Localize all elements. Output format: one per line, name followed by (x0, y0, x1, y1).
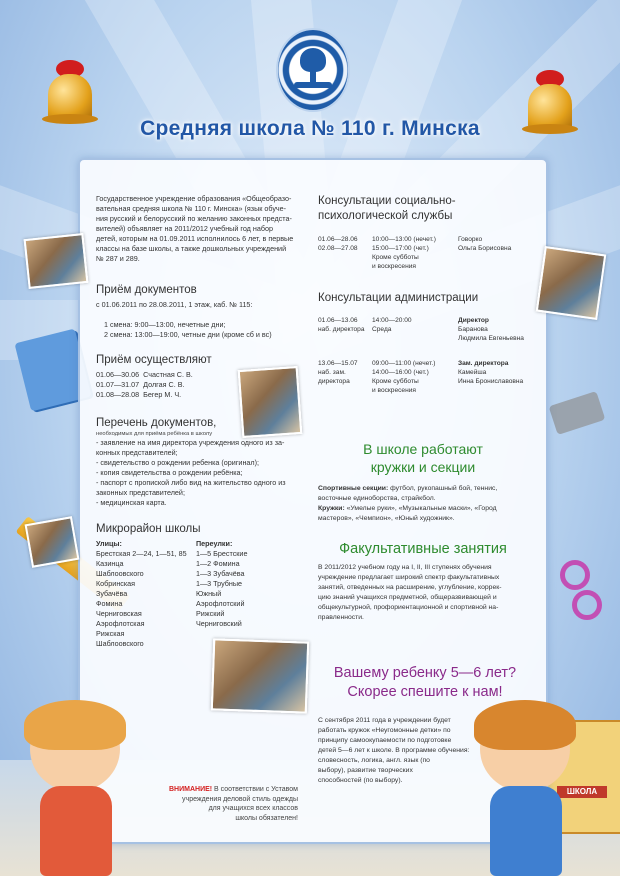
admission-title: Приём документов (96, 284, 197, 296)
photo-children-3 (211, 638, 309, 713)
photo-children-4 (25, 516, 80, 568)
documents-subtitle: необходимых для приёма ребёнка в школу (96, 431, 213, 437)
photo-children-1 (24, 233, 89, 289)
dress-code-warning: ВНИМАНИЕ! В соответствии с Уставом учреждения деловой стиль одежды для учащихся всех классов школы обязателен! (168, 786, 298, 822)
district-lanes: Переулки: 1—5 Брестские 1—2 Фомина 1—3 Зубачёва 1—3 Трубные Южный Аэрофлотский Рижский Черниговский (196, 539, 248, 628)
girl-with-bell-illustration (0, 706, 150, 876)
social-person: Говорко Ольга Борисовна (458, 236, 512, 252)
receivers-title: Приём осуществляют (96, 354, 212, 366)
clubs-text: Спортивные секции: футбол, рукопашный бой, теннис, восточные единоборства, страйкбол. Кружки: «Умелые руки», «Музыкальные маски», «Город мастеров», «Чемпион», «Юный художник». (318, 485, 498, 522)
admin-block2-person: Зам. директора Камейша Инна Брониславовна (458, 360, 524, 385)
school-sign: ШКОЛА (557, 786, 607, 798)
boy-with-flowers-illustration (450, 706, 600, 876)
admission-text: с 01.06.2011 по 28.08.2011, 1 этаж, каб. № 115: 1 смена: 9:00—13:00, нечетные дни; 2 смена: 13:00—19:00, четные дни (кроме сб и вс) (96, 300, 272, 339)
documents-list: - заявление на имя директора учреждения одного из за- конных представителей; - свидетельство о рождении ребенка (оригинал); - копия свидетельства о рождении ребёнка; - паспорт с пропиской либо вид на жительство одного из законных представителей; - медицинская карта. (96, 438, 286, 507)
kids-title: Вашему ребенку 5—6 лет? Скорее спешите к нам! (333, 665, 517, 700)
social-times: 10:00—13:00 (нечет.) 15:00—17:00 (чет.) Кроме субботы и воскресения (372, 236, 436, 270)
admin-block2-times: 09:00—11:00 (нечет.) 14:00—16:00 (чет.) Кроме субботы и воскресения (372, 360, 436, 394)
clubs-title: В школе работают кружки и секции (363, 441, 483, 475)
social-title: Консультации социально- психологической службы (318, 195, 456, 222)
school-logo (276, 28, 350, 112)
scissors-decoration (560, 560, 600, 630)
district-streets: Улицы: Брестская 2—24, 1—51, 85 Казинца Шаблоовского Кобринская Зубачёва Фомина Черниговская Аэрофлотская Рижская Шаблоовского (96, 539, 187, 648)
social-dates: 01.06—28.06 02.08—27.08 (318, 236, 358, 252)
receivers-list: 01.06—30.06 Счастная С. В. 01.07—31.07 Долгая С. В. 01.08—28.08 Бегер М. Ч. (96, 370, 193, 399)
page-title: Средняя школа № 110 г. Минска (140, 117, 480, 140)
district-title: Микрорайон школы (96, 523, 201, 535)
photo-teacher (238, 366, 303, 438)
electives-text: В 2011/2012 учебном году на I, II, III ступенях обучения учреждение предлагает широкий спектр факультативных занятий, отведенных на расширение, углубление, коррек- цию знаний учащихся предметной, общеразвивающей и общекультурной, профориентационной и спортивной на- правленности. (318, 564, 502, 621)
admin-title: Консультации администрации (318, 292, 479, 304)
kids-text: С сентября 2011 года в учреждении будет работать кружок «Неугомонные детки» по принципу самоокупаемости по подготовке детей 5—6 лет к школе. В программе обучения: словесность, логика, англ. язык (по выбору), развитие творческих способностей (по выбору). (318, 717, 470, 784)
admin-block1-person: Директор Баранова Людмила Евгеньевна (458, 317, 524, 342)
electives-title: Факультативные занятия (339, 541, 507, 557)
photo-children-2 (536, 246, 607, 320)
intro-text: Государственное учреждение образования «Общеобразо- вательная средняя школа № 110 г. Минска» (язык обуче- ния русский и белорусский по желанию законных предста- вителей) объявляет на 2011/2012 учебный год набор детей, которым на 01.09.2011 исполнилось 6 лет, в первые классы на базе школы, а также дошкольных учреждений № 287 и 289. (96, 194, 294, 263)
admin-block1-dates: 01.06—13.06 наб. директора (318, 317, 365, 333)
admin-block2-dates: 13.06—15.07 наб. зам. директора (318, 360, 358, 385)
admin-block1-time: 14:00—20:00 Среда (372, 317, 412, 333)
documents-title: Перечень документов, (96, 417, 217, 429)
